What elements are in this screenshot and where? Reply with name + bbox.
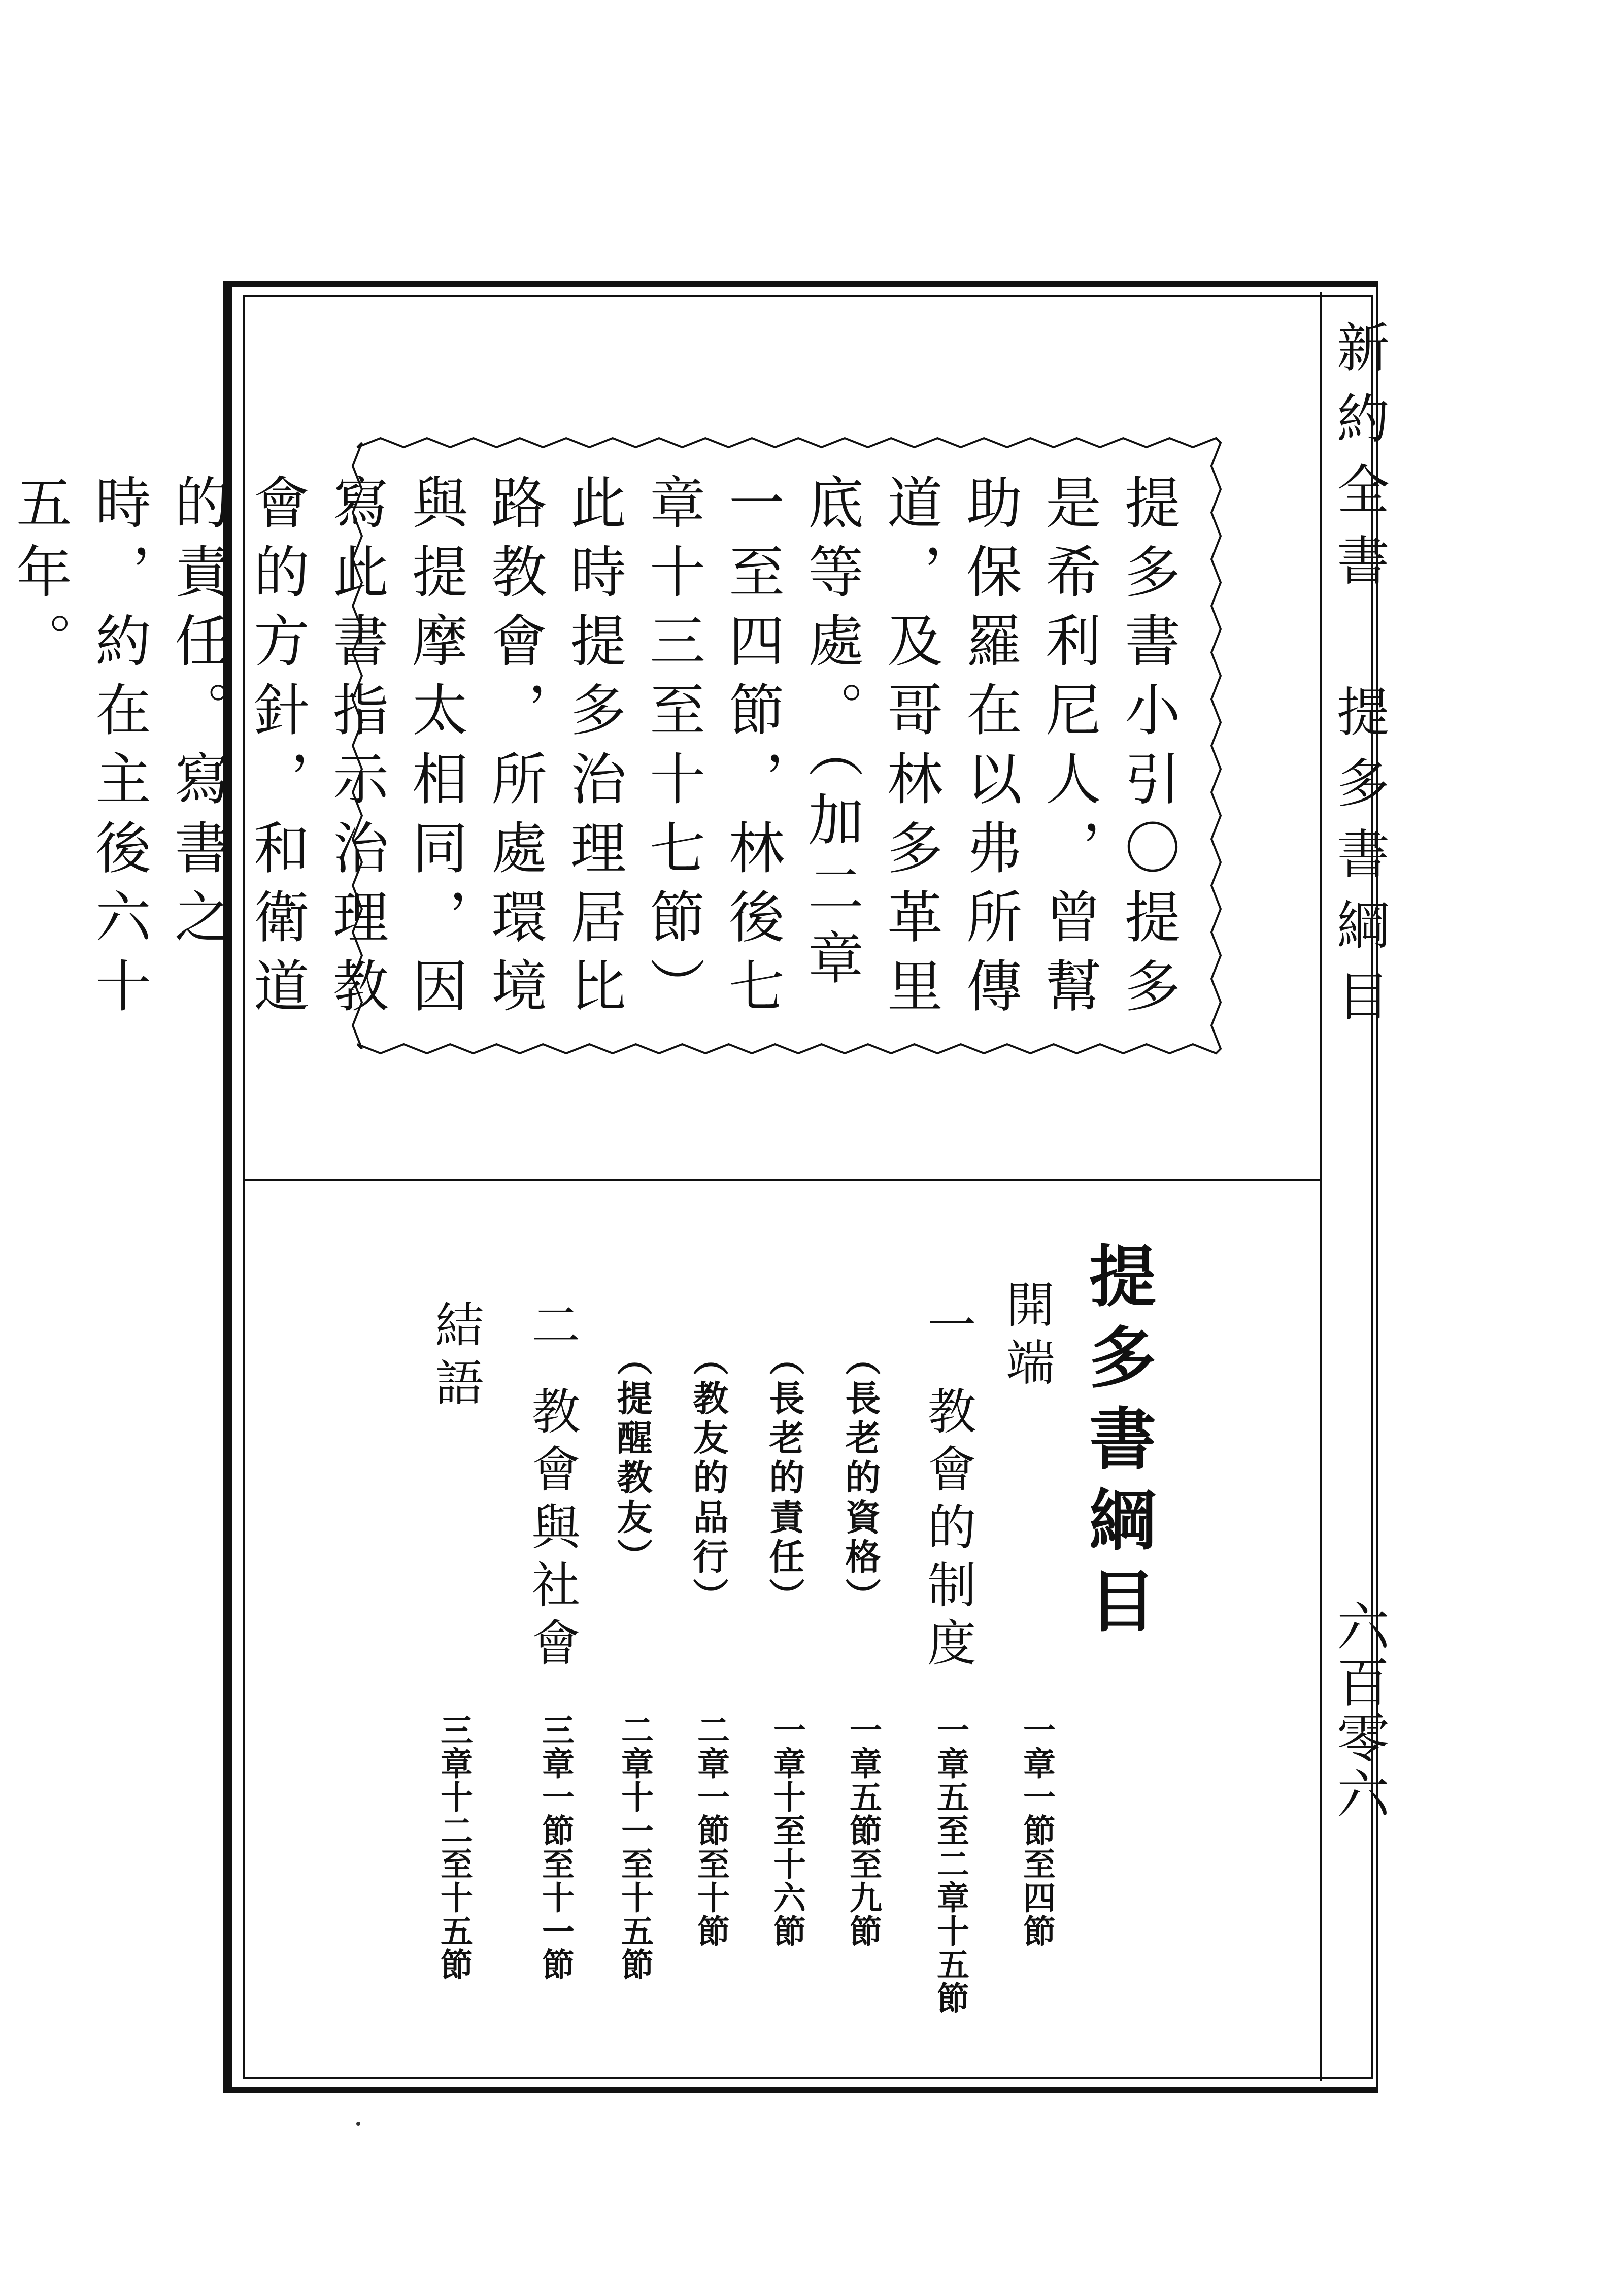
outline-entry-label: （提醒教友）: [611, 1340, 653, 1578]
outline-entry-ref: 二章十一至十五節: [616, 1713, 653, 1981]
outline-entry-label: （教友的品行）: [687, 1340, 729, 1617]
outline-entry-ref: 一章五至二章十五節: [931, 1713, 969, 2015]
outline-entry-ref: 一章十至十六節: [768, 1713, 805, 1948]
outline-entry-label: 教會的制度: [920, 1386, 976, 1675]
outline-entry-ref: 一章一節至四節: [1018, 1713, 1055, 1948]
introduction-text: 提多書小引〇提多是希利尼人，曾幫助保羅在以弗所傳道，及哥林多革里底等處。（加二章一至四節，林後七章十三至十七節）此時提多治理居比路教會，所處環境與提摩太相同，因寫此書指示治理教會的方針，和衛道的責任。寫書之時，約在主後六十五年。: [7, 474, 1181, 1026]
outline-entry-ref: 三章一節至十一節: [536, 1713, 574, 1981]
outline-entry-label: （長老的責任）: [763, 1340, 805, 1617]
running-title: 新約全書 提多書綱目: [1328, 320, 1390, 1040]
outline-entry-label: 開端: [998, 1279, 1055, 1395]
ink-speck: [356, 2122, 360, 2126]
outline-entry-ref: 一章五節至九節: [844, 1713, 882, 1948]
outline-entry-label: 教會與社會: [524, 1386, 581, 1675]
margin-column-rule: [1320, 292, 1322, 2081]
outline-entry-label: （長老的資格）: [839, 1340, 881, 1617]
outline-entry-number: 二: [524, 1300, 581, 1348]
page-number: 六百零六: [1328, 1599, 1390, 1822]
outline-heading: 提多書綱目: [1077, 1241, 1156, 1647]
outline-entry-ref: 二章一節至十節: [692, 1713, 729, 1948]
outline-entry-ref: 三章十二至十五節: [435, 1713, 473, 1981]
section-divider: [244, 1179, 1320, 1181]
outline-entry-label: 結語: [427, 1300, 484, 1415]
outline-entry-number: 一: [920, 1300, 976, 1348]
introduction-box: [7, 436, 1223, 1056]
